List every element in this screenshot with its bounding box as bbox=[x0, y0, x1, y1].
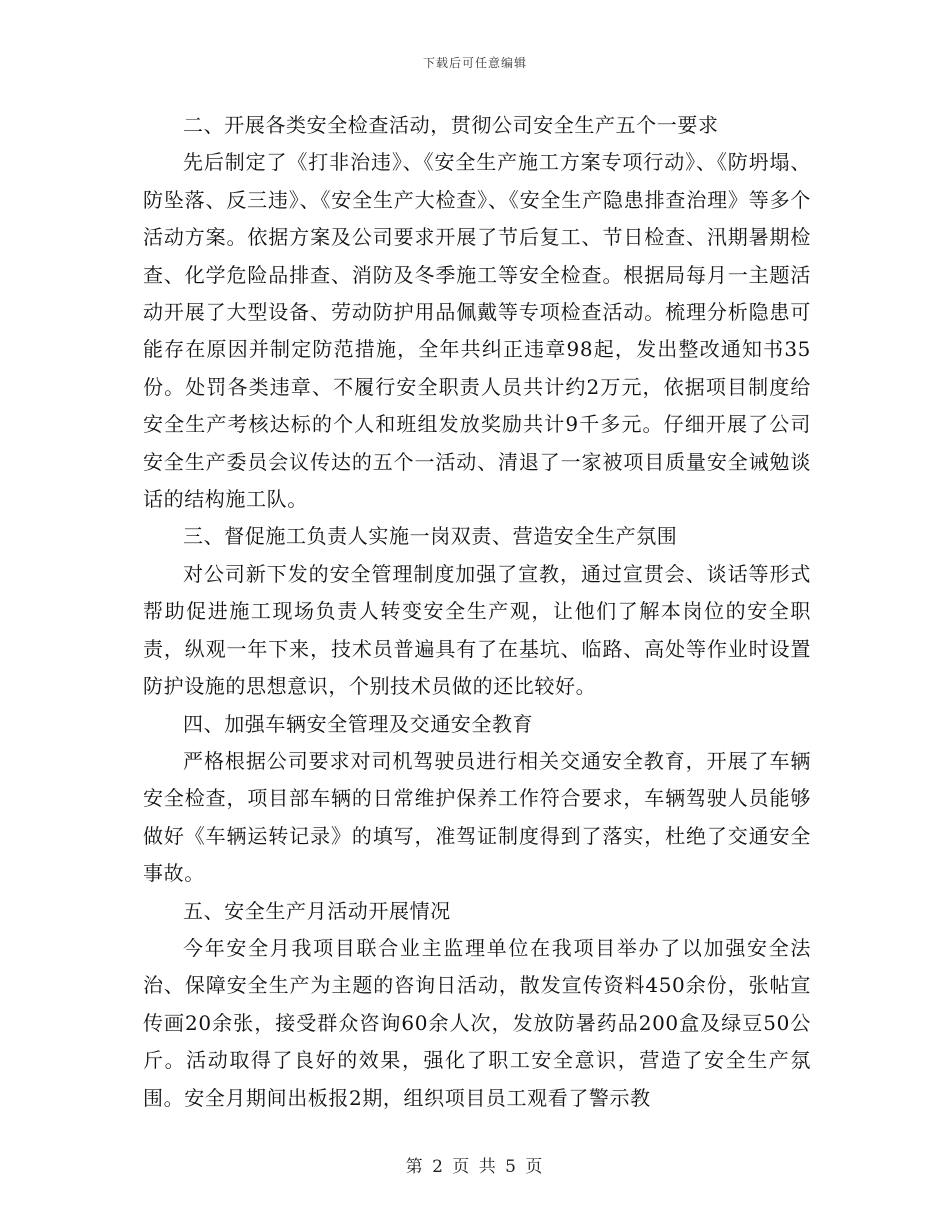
paragraph-inspection-activities: 先后制定了《打非治违》、《安全生产施工方案专项行动》、《防坍塌、防坠落、反三违》、《安全生产大检查》、《安全生产隐患排查治理》等多个活动方案。依据方案及公司要求开展了节后复工、节日检查、汛期暑期检查、化学危险品排查、消防及冬季施工等安全检查。根据局每月一主题活动开展了大型设备、劳动防护用品佩戴等专项检查活动。梳理分析隐患可能存在原因并制定防范措施，全年共纠正违章98起，发出整改通知书35份。处罚各类违章、不履行安全职责人员共计约2万元，依据项目制度给安全生产考核达标的个人和班组发放奖励共计9千多元。仔细开展了公司安全生产委员会议传达的五个一活动、清退了一家被项目质量安全诫勉谈话的结构施工队。 bbox=[143, 150, 811, 512]
section-heading-2: 二、开展各类安全检查活动，贯彻公司安全生产五个一要求 bbox=[183, 113, 719, 137]
document-body bbox=[143, 107, 811, 1117]
page-header: 下载后可任意编辑 bbox=[422, 56, 527, 70]
paragraph-vehicle-safety: 严格根据公司要求对司机驾驶员进行相关交通安全教育，开展了车辆安全检查，项目部车辆的日常维护保养工作符合要求，车辆驾驶人员能够做好《车辆运转记录》的填写，准驾证制度得到了落实，杜绝了交通安全事故。 bbox=[143, 748, 811, 886]
section-heading-5: 五、安全生产月活动开展情况 bbox=[183, 898, 451, 923]
paragraph-responsibility: 对公司新下发的安全管理制度加强了宣教，通过宣贯会、谈话等形式帮助促进施工现场负责人转变安全生产观，让他们了解本岗位的安全职责，纵观一年下来，技术员普遍具有了在基坑、临路、高处等作业时设置防护设施的思想意识，个别技术员做的还比较好。 bbox=[143, 561, 811, 699]
section-heading-4: 四、加强车辆安全管理及交通安全教育 bbox=[183, 711, 534, 736]
page-number: 第 2 页 共 5 页 bbox=[405, 1157, 545, 1177]
section-heading-3: 三、督促施工负责人实施一岗双责、营造安全生产氛围 bbox=[183, 524, 678, 549]
paragraph-safety-month: 今年安全月我项目联合业主监理单位在我项目举办了以加强安全法治、保障安全生产为主题的咨询日活动，散发宣传资料450余份，张帖宣传画20余张，接受群众咨询60余人次，发放防暑药品200盒及绿豆50公斤。活动取得了良好的效果，强化了职工安全意识，营造了安全生产氛围。安全月期间出板报2期，组织项目员工观看了警示教 bbox=[143, 935, 811, 1110]
